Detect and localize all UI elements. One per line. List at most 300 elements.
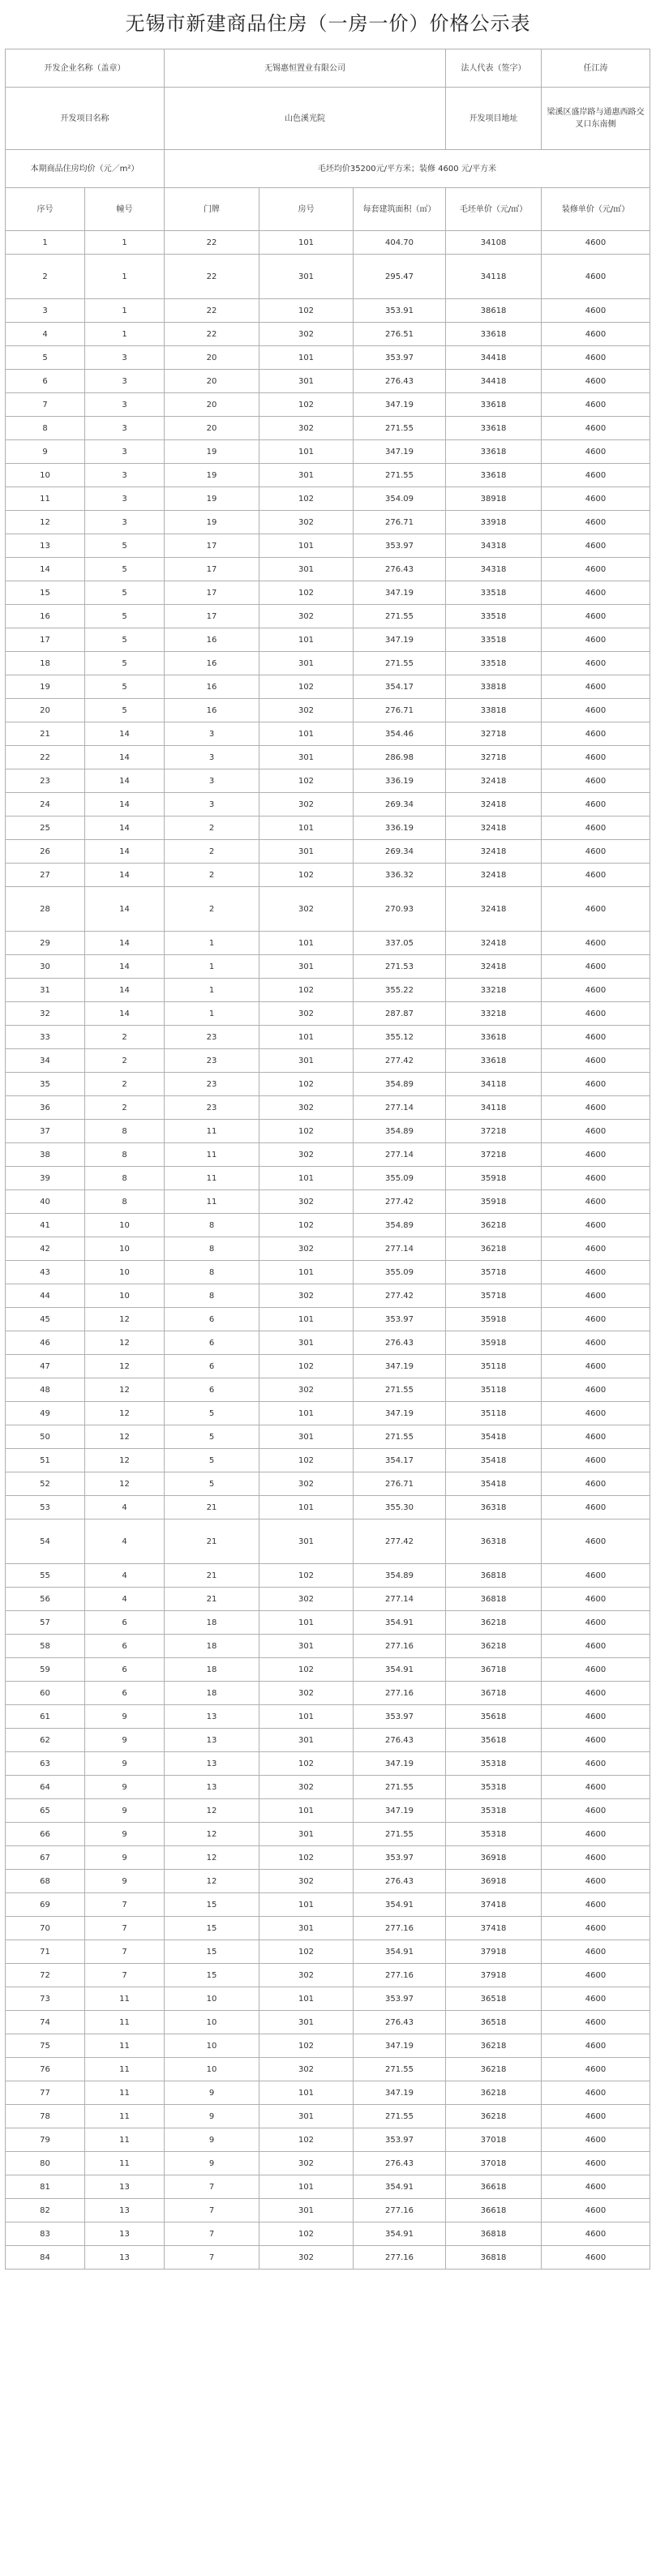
cell-index: 79	[6, 2128, 85, 2152]
cell-index: 61	[6, 1705, 85, 1729]
cell-base-price: 35318	[446, 1799, 542, 1823]
cell-room: 302	[259, 1190, 354, 1214]
cell-building: 11	[85, 2034, 165, 2058]
cell-area: 353.97	[354, 346, 446, 370]
cell-index: 22	[6, 746, 85, 769]
cell-door: 15	[165, 1917, 259, 1940]
cell-area: 336.32	[354, 864, 446, 887]
cell-decoration-price: 4600	[542, 1190, 650, 1214]
cell-index: 17	[6, 628, 85, 652]
cell-area: 354.89	[354, 1120, 446, 1143]
table-row	[6, 1237, 650, 1261]
cell-area: 355.09	[354, 1261, 446, 1284]
cell-door: 19	[165, 511, 259, 534]
cell-door: 8	[165, 1261, 259, 1284]
cell-room: 302	[259, 1776, 354, 1799]
cell-decoration-price: 4600	[542, 581, 650, 605]
cell-index: 74	[6, 2011, 85, 2034]
cell-room: 101	[259, 231, 354, 255]
cell-building: 5	[85, 699, 165, 722]
cell-index: 67	[6, 1846, 85, 1870]
cell-door: 18	[165, 1635, 259, 1658]
cell-area: 277.16	[354, 1917, 446, 1940]
cell-decoration-price: 4600	[542, 487, 650, 511]
table-row	[6, 1870, 650, 1893]
cell-door: 23	[165, 1073, 259, 1096]
cell-area: 271.55	[354, 417, 446, 440]
cell-index: 24	[6, 793, 85, 817]
cell-area: 276.43	[354, 370, 446, 393]
table-row	[6, 979, 650, 1002]
cell-area: 276.71	[354, 1472, 446, 1496]
cell-base-price: 33518	[446, 628, 542, 652]
cell-base-price: 35718	[446, 1284, 542, 1308]
cell-index: 84	[6, 2246, 85, 2270]
cell-base-price: 36518	[446, 2011, 542, 2034]
cell-building: 10	[85, 1261, 165, 1284]
cell-index: 3	[6, 299, 85, 323]
cell-building: 6	[85, 1658, 165, 1682]
cell-base-price: 35418	[446, 1425, 542, 1449]
cell-room: 102	[259, 1564, 354, 1588]
cell-room: 302	[259, 1472, 354, 1496]
cell-base-price: 36918	[446, 1846, 542, 1870]
cell-base-price: 37018	[446, 2128, 542, 2152]
cell-area: 347.19	[354, 440, 446, 464]
cell-decoration-price: 4600	[542, 1308, 650, 1331]
cell-decoration-price: 4600	[542, 1823, 650, 1846]
cell-building: 8	[85, 1120, 165, 1143]
cell-building: 12	[85, 1378, 165, 1402]
cell-area: 276.43	[354, 1870, 446, 1893]
cell-decoration-price: 4600	[542, 464, 650, 487]
cell-base-price: 37418	[446, 1893, 542, 1917]
cell-door: 5	[165, 1402, 259, 1425]
cell-door: 12	[165, 1870, 259, 1893]
cell-door: 11	[165, 1120, 259, 1143]
cell-index: 8	[6, 417, 85, 440]
cell-room: 101	[259, 2081, 354, 2105]
cell-area: 277.42	[354, 1049, 446, 1073]
cell-decoration-price: 4600	[542, 864, 650, 887]
cell-index: 69	[6, 1893, 85, 1917]
cell-base-price: 32418	[446, 955, 542, 979]
cell-decoration-price: 4600	[542, 323, 650, 346]
cell-decoration-price: 4600	[542, 1705, 650, 1729]
cell-building: 2	[85, 1049, 165, 1073]
cell-decoration-price: 4600	[542, 1378, 650, 1402]
cell-door: 13	[165, 1752, 259, 1776]
cell-decoration-price: 4600	[542, 2199, 650, 2222]
cell-decoration-price: 4600	[542, 534, 650, 558]
cell-area: 354.91	[354, 1940, 446, 1964]
cell-door: 16	[165, 699, 259, 722]
cell-decoration-price: 4600	[542, 769, 650, 793]
cell-door: 1	[165, 1002, 259, 1026]
cell-door: 13	[165, 1729, 259, 1752]
cell-room: 302	[259, 323, 354, 346]
cell-door: 22	[165, 323, 259, 346]
cell-door: 12	[165, 1846, 259, 1870]
table-row	[6, 1378, 650, 1402]
table-row	[6, 1752, 650, 1776]
cell-building: 11	[85, 2105, 165, 2128]
cell-base-price: 36218	[446, 1214, 542, 1237]
cell-decoration-price: 4600	[542, 746, 650, 769]
cell-decoration-price: 4600	[542, 2011, 650, 2034]
cell-base-price: 35618	[446, 1729, 542, 1752]
table-row	[6, 1308, 650, 1331]
table-row	[6, 2128, 650, 2152]
cell-room: 102	[259, 2034, 354, 2058]
table-row	[6, 1167, 650, 1190]
table-row	[6, 1496, 650, 1519]
cell-index: 19	[6, 675, 85, 699]
header-area: 每套建筑面积（㎡）	[354, 188, 446, 231]
cell-building: 9	[85, 1705, 165, 1729]
cell-area: 354.91	[354, 1658, 446, 1682]
cell-door: 13	[165, 1705, 259, 1729]
cell-room: 301	[259, 2011, 354, 2034]
cell-decoration-price: 4600	[542, 255, 650, 299]
cell-decoration-price: 4600	[542, 1611, 650, 1635]
table-row	[6, 1355, 650, 1378]
cell-building: 7	[85, 1940, 165, 1964]
cell-room: 301	[259, 1635, 354, 1658]
cell-area: 336.19	[354, 769, 446, 793]
cell-room: 101	[259, 440, 354, 464]
cell-room: 101	[259, 1261, 354, 1284]
cell-decoration-price: 4600	[542, 2058, 650, 2081]
cell-building: 12	[85, 1402, 165, 1425]
cell-base-price: 32418	[446, 769, 542, 793]
cell-decoration-price: 4600	[542, 231, 650, 255]
table-row	[6, 793, 650, 817]
cell-decoration-price: 4600	[542, 652, 650, 675]
cell-area: 269.34	[354, 793, 446, 817]
cell-index: 68	[6, 1870, 85, 1893]
table-row	[6, 440, 650, 464]
cell-index: 20	[6, 699, 85, 722]
cell-room: 301	[259, 2199, 354, 2222]
cell-base-price: 36518	[446, 1987, 542, 2011]
cell-decoration-price: 4600	[542, 1096, 650, 1120]
address-value: 梁溪区盛岸路与通惠西路交叉口东南侧	[542, 88, 650, 150]
project-value: 山色溪光院	[165, 88, 446, 150]
cell-door: 6	[165, 1378, 259, 1402]
cell-base-price: 35918	[446, 1331, 542, 1355]
cell-base-price: 35418	[446, 1472, 542, 1496]
cell-building: 3	[85, 370, 165, 393]
cell-area: 354.17	[354, 1449, 446, 1472]
cell-index: 50	[6, 1425, 85, 1449]
cell-base-price: 33618	[446, 393, 542, 417]
cell-decoration-price: 4600	[542, 1729, 650, 1752]
cell-index: 35	[6, 1073, 85, 1096]
cell-base-price: 37018	[446, 2152, 542, 2175]
table-row	[6, 1284, 650, 1308]
cell-base-price: 33618	[446, 464, 542, 487]
cell-room: 301	[259, 1425, 354, 1449]
cell-door: 19	[165, 464, 259, 487]
cell-building: 4	[85, 1519, 165, 1564]
project-row	[6, 88, 650, 150]
cell-index: 11	[6, 487, 85, 511]
cell-index: 57	[6, 1611, 85, 1635]
table-row	[6, 1917, 650, 1940]
cell-base-price: 33618	[446, 417, 542, 440]
cell-building: 3	[85, 417, 165, 440]
cell-door: 7	[165, 2222, 259, 2246]
average-price-label: 本期商品住房均价（元／m²）	[6, 150, 165, 188]
cell-door: 5	[165, 1472, 259, 1496]
cell-area: 347.19	[354, 1752, 446, 1776]
table-row	[6, 1331, 650, 1355]
cell-index: 83	[6, 2222, 85, 2246]
table-row	[6, 1705, 650, 1729]
cell-base-price: 33818	[446, 675, 542, 699]
cell-base-price: 33618	[446, 1026, 542, 1049]
cell-door: 9	[165, 2152, 259, 2175]
cell-room: 302	[259, 2152, 354, 2175]
cell-room: 302	[259, 1237, 354, 1261]
cell-base-price: 35318	[446, 1752, 542, 1776]
cell-door: 7	[165, 2199, 259, 2222]
cell-room: 101	[259, 1705, 354, 1729]
cell-building: 1	[85, 255, 165, 299]
cell-room: 101	[259, 1402, 354, 1425]
cell-area: 277.16	[354, 2246, 446, 2270]
cell-base-price: 32418	[446, 840, 542, 864]
cell-building: 6	[85, 1611, 165, 1635]
cell-area: 277.14	[354, 1588, 446, 1611]
cell-room: 102	[259, 1449, 354, 1472]
cell-door: 11	[165, 1190, 259, 1214]
cell-area: 353.91	[354, 299, 446, 323]
cell-index: 55	[6, 1564, 85, 1588]
table-row	[6, 817, 650, 840]
cell-building: 5	[85, 675, 165, 699]
table-row	[6, 1964, 650, 1987]
cell-building: 14	[85, 1002, 165, 1026]
cell-building: 9	[85, 1729, 165, 1752]
cell-base-price: 37918	[446, 1964, 542, 1987]
table-row	[6, 722, 650, 746]
cell-building: 3	[85, 393, 165, 417]
cell-building: 9	[85, 1823, 165, 1846]
cell-index: 45	[6, 1308, 85, 1331]
cell-area: 271.55	[354, 1378, 446, 1402]
cell-door: 17	[165, 581, 259, 605]
cell-room: 301	[259, 1917, 354, 1940]
cell-building: 9	[85, 1752, 165, 1776]
cell-area: 347.19	[354, 1402, 446, 1425]
cell-index: 65	[6, 1799, 85, 1823]
cell-room: 102	[259, 1752, 354, 1776]
cell-door: 17	[165, 534, 259, 558]
cell-base-price: 33618	[446, 1049, 542, 1073]
legal-rep-label: 法人代表（签字）	[446, 49, 542, 88]
cell-room: 102	[259, 1846, 354, 1870]
header-room: 房号	[259, 188, 354, 231]
cell-room: 101	[259, 1167, 354, 1190]
cell-base-price: 36718	[446, 1658, 542, 1682]
cell-decoration-price: 4600	[542, 1893, 650, 1917]
cell-door: 10	[165, 2034, 259, 2058]
cell-area: 354.46	[354, 722, 446, 746]
cell-decoration-price: 4600	[542, 393, 650, 417]
cell-decoration-price: 4600	[542, 1964, 650, 1987]
developer-label: 开发企业名称（盖章）	[6, 49, 165, 88]
cell-room: 102	[259, 487, 354, 511]
cell-decoration-price: 4600	[542, 440, 650, 464]
cell-door: 10	[165, 1987, 259, 2011]
cell-decoration-price: 4600	[542, 2152, 650, 2175]
cell-building: 12	[85, 1425, 165, 1449]
cell-area: 347.19	[354, 2081, 446, 2105]
cell-base-price: 33518	[446, 581, 542, 605]
cell-base-price: 34118	[446, 1096, 542, 1120]
cell-building: 3	[85, 511, 165, 534]
cell-building: 10	[85, 1284, 165, 1308]
cell-area: 277.16	[354, 1964, 446, 1987]
cell-door: 18	[165, 1611, 259, 1635]
page-title: 无锡市新建商品住房（一房一价）价格公示表	[125, 12, 531, 35]
cell-base-price: 33218	[446, 1002, 542, 1026]
cell-area: 354.91	[354, 2175, 446, 2199]
cell-building: 13	[85, 2246, 165, 2270]
cell-door: 6	[165, 1331, 259, 1355]
cell-index: 78	[6, 2105, 85, 2128]
cell-area: 271.53	[354, 955, 446, 979]
cell-building: 4	[85, 1496, 165, 1519]
cell-building: 11	[85, 2152, 165, 2175]
cell-decoration-price: 4600	[542, 1658, 650, 1682]
cell-base-price: 35118	[446, 1402, 542, 1425]
cell-door: 5	[165, 1449, 259, 1472]
cell-room: 102	[259, 2128, 354, 2152]
cell-building: 10	[85, 1214, 165, 1237]
cell-door: 17	[165, 558, 259, 581]
cell-decoration-price: 4600	[542, 1214, 650, 1237]
cell-index: 75	[6, 2034, 85, 2058]
cell-base-price: 32418	[446, 817, 542, 840]
cell-index: 37	[6, 1120, 85, 1143]
cell-index: 53	[6, 1496, 85, 1519]
cell-index: 56	[6, 1588, 85, 1611]
table-row	[6, 1143, 650, 1167]
developer-row	[6, 49, 650, 88]
cell-decoration-price: 4600	[542, 932, 650, 955]
cell-base-price: 37418	[446, 1917, 542, 1940]
cell-room: 102	[259, 2222, 354, 2246]
cell-room: 102	[259, 1073, 354, 1096]
cell-door: 2	[165, 887, 259, 932]
cell-room: 302	[259, 1588, 354, 1611]
cell-door: 20	[165, 370, 259, 393]
cell-index: 80	[6, 2152, 85, 2175]
cell-base-price: 33218	[446, 979, 542, 1002]
cell-area: 271.55	[354, 2105, 446, 2128]
cell-base-price: 36318	[446, 1496, 542, 1519]
cell-index: 10	[6, 464, 85, 487]
cell-room: 102	[259, 581, 354, 605]
cell-area: 287.87	[354, 1002, 446, 1026]
cell-index: 73	[6, 1987, 85, 2011]
cell-building: 5	[85, 605, 165, 628]
cell-index: 26	[6, 840, 85, 864]
table-row	[6, 393, 650, 417]
cell-area: 269.34	[354, 840, 446, 864]
cell-room: 101	[259, 1799, 354, 1823]
cell-door: 20	[165, 346, 259, 370]
cell-room: 102	[259, 1214, 354, 1237]
table-row	[6, 605, 650, 628]
header-decoration-price: 装修单价（元/㎡）	[542, 188, 650, 231]
cell-room: 301	[259, 1519, 354, 1564]
cell-base-price: 34108	[446, 231, 542, 255]
cell-building: 8	[85, 1190, 165, 1214]
cell-room: 302	[259, 605, 354, 628]
cell-building: 12	[85, 1449, 165, 1472]
cell-decoration-price: 4600	[542, 2246, 650, 2270]
cell-area: 347.19	[354, 2034, 446, 2058]
cell-index: 40	[6, 1190, 85, 1214]
cell-door: 15	[165, 1964, 259, 1987]
table-row	[6, 255, 650, 299]
cell-base-price: 34418	[446, 346, 542, 370]
cell-door: 3	[165, 793, 259, 817]
cell-door: 20	[165, 393, 259, 417]
cell-area: 355.30	[354, 1496, 446, 1519]
cell-area: 270.93	[354, 887, 446, 932]
cell-room: 301	[259, 746, 354, 769]
table-row	[6, 1261, 650, 1284]
header-building: 幢号	[85, 188, 165, 231]
cell-room: 301	[259, 955, 354, 979]
developer-value: 无锡惠恒置业有限公司	[165, 49, 446, 88]
cell-decoration-price: 4600	[542, 1284, 650, 1308]
cell-door: 9	[165, 2081, 259, 2105]
table-row	[6, 323, 650, 346]
cell-room: 301	[259, 652, 354, 675]
cell-decoration-price: 4600	[542, 1073, 650, 1096]
cell-building: 1	[85, 299, 165, 323]
cell-decoration-price: 4600	[542, 1143, 650, 1167]
cell-index: 23	[6, 769, 85, 793]
cell-decoration-price: 4600	[542, 511, 650, 534]
cell-index: 46	[6, 1331, 85, 1355]
cell-base-price: 32418	[446, 887, 542, 932]
cell-decoration-price: 4600	[542, 628, 650, 652]
cell-door: 6	[165, 1308, 259, 1331]
table-row	[6, 2199, 650, 2222]
cell-base-price: 33818	[446, 699, 542, 722]
cell-decoration-price: 4600	[542, 1917, 650, 1940]
cell-room: 302	[259, 2058, 354, 2081]
cell-index: 71	[6, 1940, 85, 1964]
cell-room: 101	[259, 932, 354, 955]
cell-decoration-price: 4600	[542, 370, 650, 393]
cell-base-price: 33518	[446, 652, 542, 675]
cell-area: 337.05	[354, 932, 446, 955]
cell-building: 12	[85, 1331, 165, 1355]
cell-base-price: 33618	[446, 323, 542, 346]
cell-building: 5	[85, 558, 165, 581]
cell-building: 14	[85, 793, 165, 817]
cell-base-price: 35318	[446, 1823, 542, 1846]
cell-base-price: 32418	[446, 932, 542, 955]
